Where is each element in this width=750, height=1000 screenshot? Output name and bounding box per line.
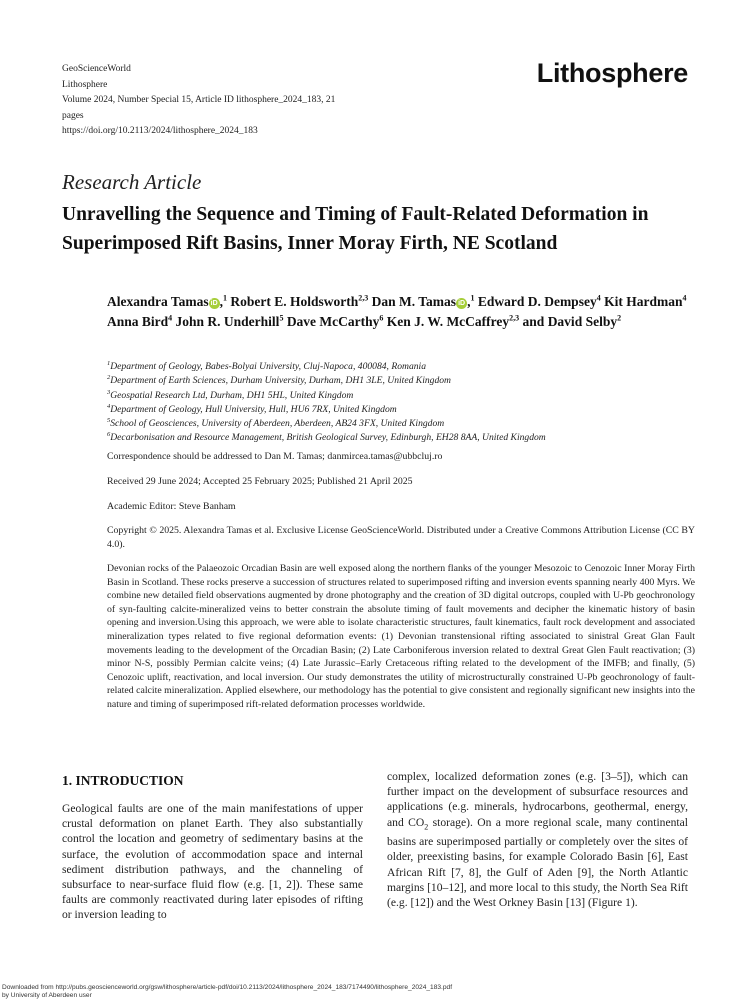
subscript-2: 2 [424,821,429,831]
author-name: Alexandra Tamas [107,294,209,309]
author-affiliation-mark: 2,3 [509,313,520,323]
affiliation-list [107,360,707,446]
author-affiliation-mark: 5 [279,313,284,323]
article-metadata [62,62,362,140]
download-footer [2,984,452,999]
journal-logo: Lithosphere [536,58,688,88]
affiliation-number: 6 [107,431,111,439]
publisher-name: GeoScienceWorld [62,64,131,74]
author-list: Alexandra Tamas iD ,$^1$ Robert E. Holdsworth$^{2,3}$ Dan M. Tamas iD ,$^1$ Edward D. Dempsey$^4$ Kit Hardman$^4$ Anna Bird$^4$ John R. Underhill$^5$ Dave McCarthy$^6$ Ken J. W. McCaffrey$^{2,3}$ and David Selby$^2$ [107,293,687,329]
doi-link[interactable]: https://doi.org/10.2113/2024/lithosphere_2024_183 [62,126,258,136]
author-affiliation-mark: 4 [682,293,687,303]
affiliation-number: 3 [107,388,111,396]
orcid-icon[interactable]: iD [210,300,218,307]
intro-text-a: complex, localized deformation zones (e.g. [3–5]), which can further impact on the development of subsurface resources and applications (e.g. minerals, hydrocarbons, geothermal, energy, and CO [387,770,688,829]
author-affiliation-mark: 6 [379,313,384,323]
section-heading-introduction: 1. INTRODUCTION [62,773,184,788]
author-affiliation-mark: 1 [470,293,475,303]
article-type: Research Article [62,170,202,194]
affiliation-text: School of Geosciences, University of Aberdeen, Aberdeen, AB24 3FX, United Kingdom [110,418,445,430]
intro-column-right [387,769,688,910]
author-affiliation-mark: 2 [617,313,622,323]
author-name: Dave McCarthy [286,314,380,329]
author-name: Edward D. Dempsey [477,294,597,309]
article-title: Unravelling the Sequence and Timing of Fault-Related Deformation in Superimposed Rift Basins, Inner Moray Firth, NE Scotland [62,204,649,254]
copyright-notice: Copyright © 2025. Alexandra Tamas et al. Exclusive License GeoScienceWorld. Distributed under a Creative Commons Attribution License (CC BY 4.0). [107,525,695,550]
author-name: Robert E. Holdsworth [230,294,359,309]
author-affiliation-mark: 4 [168,313,173,323]
affiliation-text: Department of Earth Sciences, Durham University, Durham, DH1 3LE, United Kingdom [110,375,451,387]
author-name: Kit Hardman [604,294,683,309]
author-name: Ken J. W. McCaffrey [386,314,510,329]
author-name: David Selby [547,314,618,329]
volume-info: Volume 2024, Number Special 15, Article ID lithosphere_2024_183, 21 [62,95,336,105]
affiliation-number: 5 [107,417,111,424]
affiliation-text: Department of Geology, Babes-Bolyai University, Cluj-Napoca, 400084, Romania [110,361,426,372]
author-affiliation-mark: 2,3 [358,293,369,303]
academic-editor: Academic Editor: Steve Banham [107,501,236,512]
download-user: by University of Aberdeen user [2,991,92,999]
affiliation-item [107,374,707,388]
correspondence: Correspondence should be addressed to Dan M. Tamas; danmircea.tamas@ubbcluj.ro [107,451,443,462]
journal-name: Lithosphere [62,79,108,90]
download-url[interactable]: Downloaded from http://pubs.geoscienceworld.org/gsw/lithosphere/article-pdf/doi/10.2113/2024/lithosphere_2024_183/7174490/lithosphere_2024_183.pdf [2,984,453,991]
affiliation-item [107,403,707,417]
affiliation-number: 2 [107,374,111,382]
affiliation-text: Decarbonisation and Resource Management, British Geological Survey, Edinburgh, EH28 8AA, United Kingdom [110,432,546,444]
author-name: Dan M. Tamas [371,294,457,309]
author-conjunction: and [522,314,545,329]
affiliation-item [107,360,707,374]
author-affiliation-mark: 4 [596,293,601,303]
affiliation-item [107,389,707,403]
affiliation-text: Department of Geology, Hull University, Hull, HU6 7RX, United Kingdom [110,403,397,415]
affiliation-text: Geospatial Research Ltd, Durham, DH1 5HL, United Kingdom [110,389,354,401]
author-name: John R. Underhill [175,314,280,329]
affiliation-number: 4 [107,402,111,410]
affiliation-number: 1 [107,359,111,367]
article-dates: Received 29 June 2024; Accepted 25 February 2025; Published 21 April 2025 [107,476,413,487]
abstract: Devonian rocks of the Palaeozoic Orcadian Basin are well exposed along the northern flanks of the younger Mesozoic to Cenozoic Inner Moray Firth Basin in Scotland. These rocks preserve a succession of structures related to superimposed rifting and inversion events spanning nearly 400 Myrs. We combine new detailed field observations augmented by drone photography and the creation of 3D digital outcrops, coupled with U-Pb geochronology of syn-faulting calcite-mineralized veins to better constrain the absolute timing of fault movements and decipher the kinematic history of basin opening and inversion.Using this approach, we were able to isolate characteristic structures, fault kinematics, fault rock development and associated mineralization types related to five regional deformation events: (1) Devonian transtensional rifting associated to sinistral Great Glan Fault movements leading to the development of the Orcadian Basin; (2) Late Carboniferous inversion related to dextral Great Glen Fault reactivation; (3) minor N-S, possibly Permian calcite veins; (4) Late Jurassic–Early Cretaceous rifting related to the development of the IMFB; and finally, (5) Cenozoic uplift, reactivation, and local inversion. Our study demonstrates the utility of microstructurally constrained U-Pb geochronology of fault-related calcite mineralization. Applied elsewhere, our methodology has the potential to give consistent and regionally significant new insights into the nature and timing of superimposed rift-related deformation processes worldwide. [107,563,695,710]
orcid-icon[interactable]: iD [458,300,466,307]
intro-column-left: Geological faults are one of the main manifestations of upper crustal deformation on planet Earth. They also substantially control the location and geometry of sedimentary basins at the surface, the evolution of accommodation space and internal sediment distribution pathways, and the channeling of subsurface to near-surface fluid flow (e.g. [1, 2]). These same faults are commonly reactivated during later episodes of rifting or inversion leading to [62,802,363,922]
pages-label: pages [62,110,84,121]
affiliation-item [107,431,707,445]
author-affiliation-mark: 1 [223,293,228,303]
affiliation-item [107,417,707,431]
intro-text-b: storage). On a more regional scale, many continental basins are superimposed partially or completely over the sites of older, preexisting basins, for example Colorado Basin [6], East African Rift [7, 8], the Gulf of Aden [9], the North Atlantic margins [10–12], and more local to this study, the North Sea Rift (e.g. [12]) and the West Orkney Basin [13] (Figure 1). [387,815,688,909]
author-name: Anna Bird [107,314,169,329]
